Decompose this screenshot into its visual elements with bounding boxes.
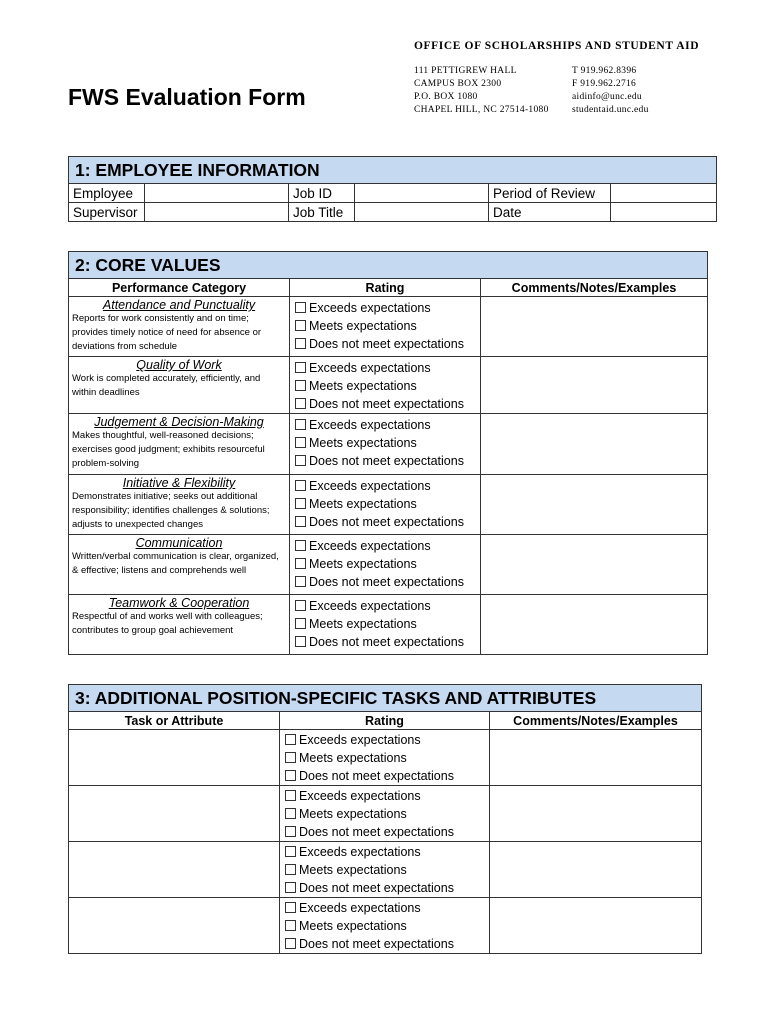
office-contact-grid <box>414 66 714 115</box>
rating-option[interactable] <box>285 805 485 823</box>
job-title-label: Job Title <box>289 203 355 222</box>
checkbox-icon[interactable] <box>295 302 306 313</box>
checkbox-icon[interactable] <box>285 770 296 781</box>
employee-field[interactable] <box>145 184 289 203</box>
comments-header: Comments/Notes/Examples <box>490 712 702 730</box>
rating-option[interactable] <box>295 416 476 434</box>
category-description: Makes thoughtful, well-reasoned decisions; exercises good judgment; exhibits resourceful problem-solving <box>72 430 265 469</box>
supervisor-field[interactable] <box>145 203 289 222</box>
rating-option-label: Does not meet expectations <box>309 454 464 468</box>
core-value-row <box>69 535 708 595</box>
comments-field[interactable] <box>481 357 708 414</box>
office-address-line: CHAPEL HILL, NC 27514-1080 <box>414 105 549 115</box>
checkbox-icon[interactable] <box>295 540 306 551</box>
core-value-row <box>69 297 708 357</box>
rating-option[interactable] <box>295 573 476 591</box>
supervisor-label: Supervisor <box>69 203 145 222</box>
office-contact-line: studentaid.unc.edu <box>572 105 649 115</box>
rating-option[interactable] <box>295 615 476 633</box>
checkbox-icon[interactable] <box>285 734 296 745</box>
rating-option[interactable] <box>285 935 485 953</box>
rating-option-label: Meets expectations <box>299 919 407 933</box>
core-value-row <box>69 595 708 655</box>
date-label: Date <box>489 203 611 222</box>
checkbox-icon[interactable] <box>285 790 296 801</box>
performance-category-cell <box>69 475 290 535</box>
rating-option-label: Does not meet expectations <box>309 635 464 649</box>
section-1-title: 1: EMPLOYEE INFORMATION <box>69 157 717 184</box>
rating-option[interactable] <box>285 787 485 805</box>
checkbox-icon[interactable] <box>295 398 306 409</box>
rating-option[interactable] <box>295 317 476 335</box>
category-description: Reports for work consistently and on time; provides timely notice of need for absence or deviations from schedule <box>72 313 262 352</box>
position-specific-table <box>68 684 702 954</box>
checkbox-icon[interactable] <box>295 498 306 509</box>
rating-option-label: Meets expectations <box>309 319 417 333</box>
checkbox-icon[interactable] <box>285 902 296 913</box>
checkbox-icon[interactable] <box>295 380 306 391</box>
rating-option-label: Does not meet expectations <box>309 575 464 589</box>
job-title-field[interactable] <box>355 203 489 222</box>
form-title: FWS Evaluation Form <box>68 84 306 110</box>
comments-field[interactable] <box>490 842 702 898</box>
rating-option[interactable] <box>295 633 476 651</box>
rating-option[interactable] <box>285 917 485 935</box>
rating-options <box>290 357 481 414</box>
office-contact-line: aidinfo@unc.edu <box>572 92 642 102</box>
checkbox-icon[interactable] <box>295 576 306 587</box>
rating-option[interactable] <box>295 477 476 495</box>
comments-header: Comments/Notes/Examples <box>481 279 708 297</box>
office-contact-line: F 919.962.2716 <box>572 79 637 89</box>
task-header: Task or Attribute <box>69 712 280 730</box>
period-of-review-field[interactable] <box>611 184 717 203</box>
employee-information-table <box>68 156 717 222</box>
rating-option-label: Does not meet expectations <box>299 881 454 895</box>
checkbox-icon[interactable] <box>285 752 296 763</box>
rating-options <box>280 786 490 842</box>
rating-option-label: Exceeds expectations <box>309 418 431 432</box>
checkbox-icon[interactable] <box>285 938 296 949</box>
checkbox-icon[interactable] <box>285 826 296 837</box>
rating-option-label: Meets expectations <box>299 807 407 821</box>
office-address-line: P.O. BOX 1080 <box>414 92 478 102</box>
task-field[interactable] <box>69 842 280 898</box>
checkbox-icon[interactable] <box>295 558 306 569</box>
performance-category-cell <box>69 297 290 357</box>
core-values-table <box>68 251 708 655</box>
core-value-row <box>69 414 708 475</box>
office-address-line: 111 PETTIGREW HALL <box>414 66 517 76</box>
core-value-row <box>69 357 708 414</box>
category-description: Demonstrates initiative; seeks out additional responsibility; identifies challenges & solutions; adjusts to unexpected changes <box>72 491 270 530</box>
comments-field[interactable] <box>490 786 702 842</box>
job-id-field[interactable] <box>355 184 489 203</box>
task-field[interactable] <box>69 730 280 786</box>
rating-option-label: Exceeds expectations <box>309 361 431 375</box>
rating-option-label: Meets expectations <box>299 863 407 877</box>
performance-category-header: Performance Category <box>69 279 290 297</box>
rating-header: Rating <box>280 712 490 730</box>
category-description: Written/verbal communication is clear, organized, & effective; listens and comprehends well <box>72 551 279 576</box>
rating-option-label: Exceeds expectations <box>309 599 431 613</box>
section-2-title: 2: CORE VALUES <box>69 252 708 279</box>
checkbox-icon[interactable] <box>295 320 306 331</box>
rating-option[interactable] <box>295 434 476 452</box>
period-of-review-label: Period of Review <box>489 184 611 203</box>
task-row <box>69 898 702 954</box>
job-id-label: Job ID <box>289 184 355 203</box>
rating-option-label: Meets expectations <box>309 379 417 393</box>
rating-option[interactable] <box>295 359 476 377</box>
rating-option-label: Does not meet expectations <box>299 769 454 783</box>
comments-field[interactable] <box>481 535 708 595</box>
checkbox-icon[interactable] <box>285 920 296 931</box>
checkbox-icon[interactable] <box>295 455 306 466</box>
checkbox-icon[interactable] <box>295 419 306 430</box>
rating-options <box>290 535 481 595</box>
performance-category-cell <box>69 414 290 475</box>
rating-option-label: Meets expectations <box>309 617 417 631</box>
rating-option-label: Exceeds expectations <box>299 845 421 859</box>
rating-option[interactable] <box>295 452 476 470</box>
rating-options <box>290 297 481 357</box>
rating-option[interactable] <box>285 879 485 897</box>
rating-option-label: Does not meet expectations <box>309 337 464 351</box>
checkbox-icon[interactable] <box>285 808 296 819</box>
rating-option-label: Exceeds expectations <box>309 539 431 553</box>
task-row <box>69 730 702 786</box>
checkbox-icon[interactable] <box>295 600 306 611</box>
rating-option[interactable] <box>285 767 485 785</box>
rating-option[interactable] <box>285 823 485 841</box>
comments-field[interactable] <box>481 297 708 357</box>
rating-option[interactable] <box>285 899 485 917</box>
rating-header: Rating <box>290 279 481 297</box>
office-name: OFFICE OF SCHOLARSHIPS AND STUDENT AID <box>414 40 700 52</box>
rating-option-label: Exceeds expectations <box>309 479 431 493</box>
performance-category-cell <box>69 595 290 655</box>
rating-options <box>280 898 490 954</box>
comments-field[interactable] <box>481 414 708 475</box>
checkbox-icon[interactable] <box>295 480 306 491</box>
rating-option[interactable] <box>295 537 476 555</box>
rating-option-label: Meets expectations <box>309 557 417 571</box>
rating-option-label: Exceeds expectations <box>309 301 431 315</box>
comments-field[interactable] <box>481 595 708 655</box>
employee-label: Employee <box>69 184 145 203</box>
comments-field[interactable] <box>490 730 702 786</box>
rating-option[interactable] <box>295 495 476 513</box>
performance-category-cell <box>69 535 290 595</box>
rating-option-label: Meets expectations <box>309 497 417 511</box>
performance-category-cell <box>69 357 290 414</box>
rating-option-label: Meets expectations <box>309 436 417 450</box>
rating-option-label: Does not meet expectations <box>309 397 464 411</box>
task-row <box>69 842 702 898</box>
checkbox-icon[interactable] <box>295 618 306 629</box>
rating-option[interactable] <box>295 395 476 413</box>
rating-option[interactable] <box>295 555 476 573</box>
rating-option-label: Exceeds expectations <box>299 789 421 803</box>
rating-option-label: Meets expectations <box>299 751 407 765</box>
rating-option-label: Exceeds expectations <box>299 901 421 915</box>
office-address-line: CAMPUS BOX 2300 <box>414 79 502 89</box>
checkbox-icon[interactable] <box>295 362 306 373</box>
checkbox-icon[interactable] <box>285 882 296 893</box>
rating-options <box>280 730 490 786</box>
rating-option[interactable] <box>295 377 476 395</box>
office-contact-line: T 919.962.8396 <box>572 66 637 76</box>
core-value-row <box>69 475 708 535</box>
comments-field[interactable] <box>490 898 702 954</box>
rating-option[interactable] <box>295 513 476 531</box>
rating-option-label: Does not meet expectations <box>299 937 454 951</box>
task-row <box>69 786 702 842</box>
checkbox-icon[interactable] <box>295 338 306 349</box>
comments-field[interactable] <box>481 475 708 535</box>
rating-option[interactable] <box>295 597 476 615</box>
office-letterhead <box>414 40 714 115</box>
category-title: Judgement & Decision-Making <box>94 415 264 429</box>
rating-option[interactable] <box>295 335 476 353</box>
checkbox-icon[interactable] <box>285 846 296 857</box>
category-title: Communication <box>135 536 223 550</box>
rating-options <box>290 414 481 475</box>
rating-option-label: Exceeds expectations <box>299 733 421 747</box>
rating-option[interactable] <box>285 749 485 767</box>
rating-option[interactable] <box>285 861 485 879</box>
category-title: Teamwork & Cooperation <box>108 596 250 610</box>
rating-option[interactable] <box>295 299 476 317</box>
checkbox-icon[interactable] <box>295 516 306 527</box>
rating-options <box>290 475 481 535</box>
category-description: Respectful of and works well with colleagues; contributes to group goal achievement <box>72 611 263 636</box>
category-title: Initiative & Flexibility <box>122 476 236 490</box>
rating-option[interactable] <box>285 731 485 749</box>
checkbox-icon[interactable] <box>295 636 306 647</box>
rating-option-label: Does not meet expectations <box>299 825 454 839</box>
category-title: Quality of Work <box>136 358 222 372</box>
rating-options <box>290 595 481 655</box>
rating-option[interactable] <box>285 843 485 861</box>
rating-options <box>280 842 490 898</box>
checkbox-icon[interactable] <box>285 864 296 875</box>
date-field[interactable] <box>611 203 717 222</box>
task-field[interactable] <box>69 898 280 954</box>
section-3-title: 3: ADDITIONAL POSITION-SPECIFIC TASKS AND ATTRIBUTES <box>69 685 702 712</box>
task-field[interactable] <box>69 786 280 842</box>
category-title: Attendance and Punctuality <box>102 298 256 312</box>
category-description: Work is completed accurately, efficiently, and within deadlines <box>72 373 261 398</box>
rating-option-label: Does not meet expectations <box>309 515 464 529</box>
checkbox-icon[interactable] <box>295 437 306 448</box>
